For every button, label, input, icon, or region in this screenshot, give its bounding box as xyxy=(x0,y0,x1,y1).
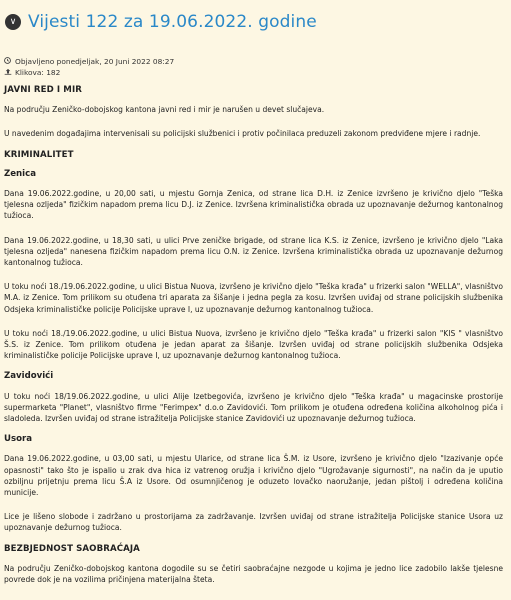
paragraph: Dana 19.06.2022.godine, u 18,30 sati, u ulici Prve zeničke brigade, od strane lica K.S. iz Zenice, izvršeno je krivično djelo "Laka tjelesna ozljeda" nanesena fizičkim napadom prema licu O.N. iz Zenice. Izvršena kriminalistička obrada uz upoznavanje dežurnog kantonalnog tužioca. xyxy=(4,235,503,268)
paragraph: U toku noći 18./19.06.2022.godine, u ulici Bistua Nuova, izvršeno je krivično djelo "Teška krađa" u frizerki salon "WELLA", vlasništvo M.A. iz Zenice. Tom prilikom su otuđena tri aparata za šišanje i jedna pegla za kosu. Izvršen uviđaj od strane policijskih službenika Odsjeka kriminalističke policije Policijske uprave I, uz upoznavanje dežurnog kantonalnog tužioca. xyxy=(4,282,503,314)
clock-icon xyxy=(4,57,13,66)
paragraph: U toku noći 18/19.06.2022.godine, u ulici Alije Izetbegovića, izvršeno je krivično djelo "Teška krađa" u magacinske prostorije supermarketa "Planet", vlasništvo firme "Ferimpex" d.o.o Zavidovići. Tom prilikom je otuđena određena količina alkoholnog pića i sladoleda. Izvršen uviđaj od strane istražitelja Policijske stanice Zavidovići uz upoznavanje dežurnog tužioca. xyxy=(4,391,503,424)
paragraph: Lice je lišeno slobode i zadržano u prostorijama za zadržavanje. Izvršen uviđaj od strane istražitelja Policijske stanice Usora uz upoznavanje dežurnog tužioca. xyxy=(4,512,503,533)
article-body xyxy=(4,85,503,585)
page-title: Vijesti 122 za 19.06.2022. godine xyxy=(28,12,317,32)
paragraph: U navedenim događajima intervenisali su policijski službenici i protiv počinilaca preduzeli zakonom predviđene mjere i radnje. xyxy=(4,129,481,139)
subheading-zavidovici: Zavidovići xyxy=(4,371,54,382)
article-meta xyxy=(4,56,503,78)
paragraph: U toku noći 18./19.06.2022.godine, u ulici Bistua Nuova, izvršeno je krivično djelo "Teška krađa" u frizerki salon "KIS " vlasništvo Š.S. iz Zenice. Tom prilikom otuđena je jedan aparat za šišanje. Izvršen uviđaj od strane policijskih službenika Odsjeka kriminalističke policije Policijske uprave I, uz upoznavanje dežurnog kantonalnog tužioca. xyxy=(4,328,503,361)
paragraph: Dana 19.06.2022.godine, u 03,00 sati, u mjestu Ularice, od strane lica Š.M. iz Usore, izvršeno je krivično djelo "Izazivanje opće opasnosti" tako što je ispalio u zrak dva hica iz vatrenog oružja i krivično djelo "Ugrožavanje sigurnosti", na način da je uputio ozbiljnu prijetnju prema licu Š.A iz Usore. Od osumnjičenog je oduzeto lovačko naoružanje, jedan pištolj i određena količina municije. xyxy=(4,454,503,498)
published-date xyxy=(4,56,503,67)
section-heading-traffic-safety: BEZBJEDNOST SAOBRAĆAJA xyxy=(4,543,140,554)
section-heading-public-order: JAVNI RED I MIR xyxy=(4,85,82,95)
published-text: Objavljeno ponedjeljak, 20 Juni 2022 08:27 xyxy=(15,57,175,66)
chevron-down-icon[interactable]: ∨ xyxy=(5,14,21,30)
paragraph: Na području Zeničko-dobojskog kantona javni red i mir je narušen u devet slučajeva. xyxy=(4,105,325,115)
paragraph: Dana 19.06.2022.godine, u 20,00 sati, u mjestu Gornja Zenica, od strane lica D.H. iz Zenice izvršeno je krivično djelo "Teška tjelesna ozljeda" fizičkim napadom prema licu D.J. iz Zenice. Izvršena kriminalistička obrada uz upoznavanje dežurnog kantonalnog tužioca. xyxy=(4,189,503,221)
eye-icon xyxy=(4,68,13,77)
subheading-usora: Usora xyxy=(4,434,33,445)
article-header xyxy=(4,0,503,34)
section-heading-crime: KRIMINALITET xyxy=(4,149,74,160)
paragraph: Na području Zeničko-dobojskog kantona dogodile su se četiri saobraćajne nezgode u kojima je jedno lice zadobilo lakše tjelesne povrede dok je na vozilima pričinjena materijalna šteta. xyxy=(4,563,503,585)
clicks-text: Klikova: 182 xyxy=(15,68,61,77)
subheading-zenica: Zenica xyxy=(4,168,37,179)
click-count xyxy=(4,67,503,78)
